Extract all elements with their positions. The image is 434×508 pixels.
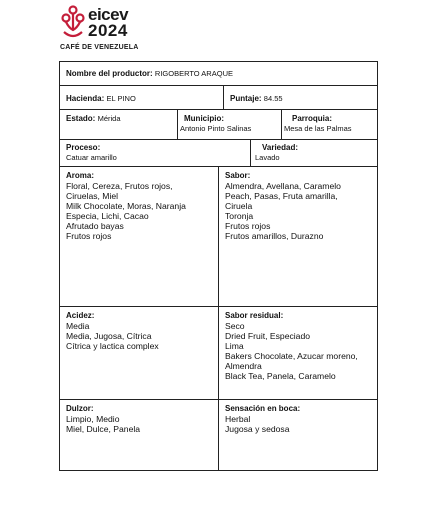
farm-label: Hacienda: xyxy=(66,94,105,103)
aroma-line: Afrutado bayas xyxy=(66,221,124,231)
producer-label: Nombre del productor: xyxy=(66,69,153,78)
flavor-line: Almendra, Avellana, Caramelo xyxy=(225,181,341,191)
acidity-cell xyxy=(60,307,219,399)
flavor-cell xyxy=(219,167,379,306)
score-cell xyxy=(224,86,379,109)
aroma-label: Aroma: xyxy=(66,171,95,180)
aftertaste-list xyxy=(225,321,373,381)
coffee-profile-form xyxy=(59,61,378,471)
flavor-line: Frutos rojos xyxy=(225,221,271,231)
aftertaste-line: Dried Fruit, Especiado xyxy=(225,331,311,341)
parish-cell xyxy=(282,110,379,139)
aftertaste-line: Bakers Chocolate, Azucar moreno, xyxy=(225,351,358,361)
state-label: Estado: xyxy=(66,114,96,123)
mouthfeel-list xyxy=(225,414,373,434)
score-label: Puntaje: xyxy=(230,94,262,103)
process-label: Proceso: xyxy=(66,143,101,152)
aroma-list xyxy=(66,181,212,241)
mouthfeel-line: Jugosa y sedosa xyxy=(225,424,290,434)
aroma-line: Ciruelas, Miel xyxy=(66,191,119,201)
variety-value: Lavado xyxy=(255,153,280,162)
logo-coffee-icon xyxy=(60,4,86,42)
acidity-list xyxy=(66,321,212,351)
acidity-label: Acidez: xyxy=(66,311,95,320)
brand-year: 2024 xyxy=(88,21,128,40)
producer-value: RIGOBERTO ARAQUE xyxy=(154,69,233,78)
state-value: Mérida xyxy=(97,114,121,123)
aftertaste-line: Lima xyxy=(225,341,244,351)
aroma-line: Especia, Lichi, Cacao xyxy=(66,211,149,221)
sweetness-mouthfeel-row xyxy=(60,400,377,470)
process-cell xyxy=(60,140,251,166)
aftertaste-label: Sabor residual: xyxy=(225,311,284,320)
parish-value: Mesa de las Palmas xyxy=(284,124,352,133)
acidity-line: Media, Jugosa, Cítrica xyxy=(66,331,152,341)
process-row xyxy=(60,140,377,167)
aroma-line: Floral, Cereza, Frutos rojos, xyxy=(66,181,173,191)
aftertaste-line: Almendra xyxy=(225,361,262,371)
brand-subtitle: CAFÉ DE VENEZUELA xyxy=(60,44,139,51)
municipality-cell xyxy=(178,110,282,139)
flavor-line: Toronja xyxy=(225,211,254,221)
acidity-line: Media xyxy=(66,321,90,331)
aftertaste-cell xyxy=(219,307,379,399)
aftertaste-line: Black Tea, Panela, Caramelo xyxy=(225,371,336,381)
farm-value: EL PINO xyxy=(106,94,136,103)
mouthfeel-line: Herbal xyxy=(225,414,251,424)
flavor-line: Peach, Pasas, Fruta amarilla, xyxy=(225,191,338,201)
producer-cell xyxy=(60,62,377,85)
score-value: 84.55 xyxy=(263,94,283,103)
aroma-flavor-row xyxy=(60,167,377,307)
farm-row xyxy=(60,86,377,110)
process-value: Catuar amarillo xyxy=(66,153,117,162)
brand-name: eicev xyxy=(88,5,129,24)
aroma-line: Milk Chocolate, Moras, Naranja xyxy=(66,201,186,211)
farm-cell xyxy=(60,86,224,109)
flavor-line: Ciruela xyxy=(225,201,253,211)
municipality-value: Antonio Pinto Salinas xyxy=(180,124,252,133)
aftertaste-line: Seco xyxy=(225,321,245,331)
variety-cell xyxy=(251,140,379,166)
variety-label: Variedad: xyxy=(262,143,299,152)
sweetness-list xyxy=(66,414,212,434)
aroma-cell xyxy=(60,167,219,306)
parish-label: Parroquia: xyxy=(292,114,333,123)
municipality-label: Municipio: xyxy=(184,114,224,123)
sweetness-line: Miel, Dulce, Panela xyxy=(66,424,141,434)
sweetness-line: Limpio, Medio xyxy=(66,414,120,424)
producer-row xyxy=(60,62,377,86)
acidity-line: Cítrica y lactica complex xyxy=(66,341,159,351)
acidity-aftertaste-row xyxy=(60,307,377,400)
aroma-line: Frutos rojos xyxy=(66,231,112,241)
mouthfeel-label: Sensación en boca: xyxy=(225,404,301,413)
location-row xyxy=(60,110,377,140)
brand-logo xyxy=(60,4,150,56)
mouthfeel-cell xyxy=(219,400,379,470)
flavor-line: Frutos amarillos, Durazno xyxy=(225,231,324,241)
state-cell xyxy=(60,110,178,139)
flavor-label: Sabor: xyxy=(225,171,251,180)
flavor-list xyxy=(225,181,373,241)
sweetness-cell xyxy=(60,400,219,470)
sweetness-label: Dulzor: xyxy=(66,404,94,413)
